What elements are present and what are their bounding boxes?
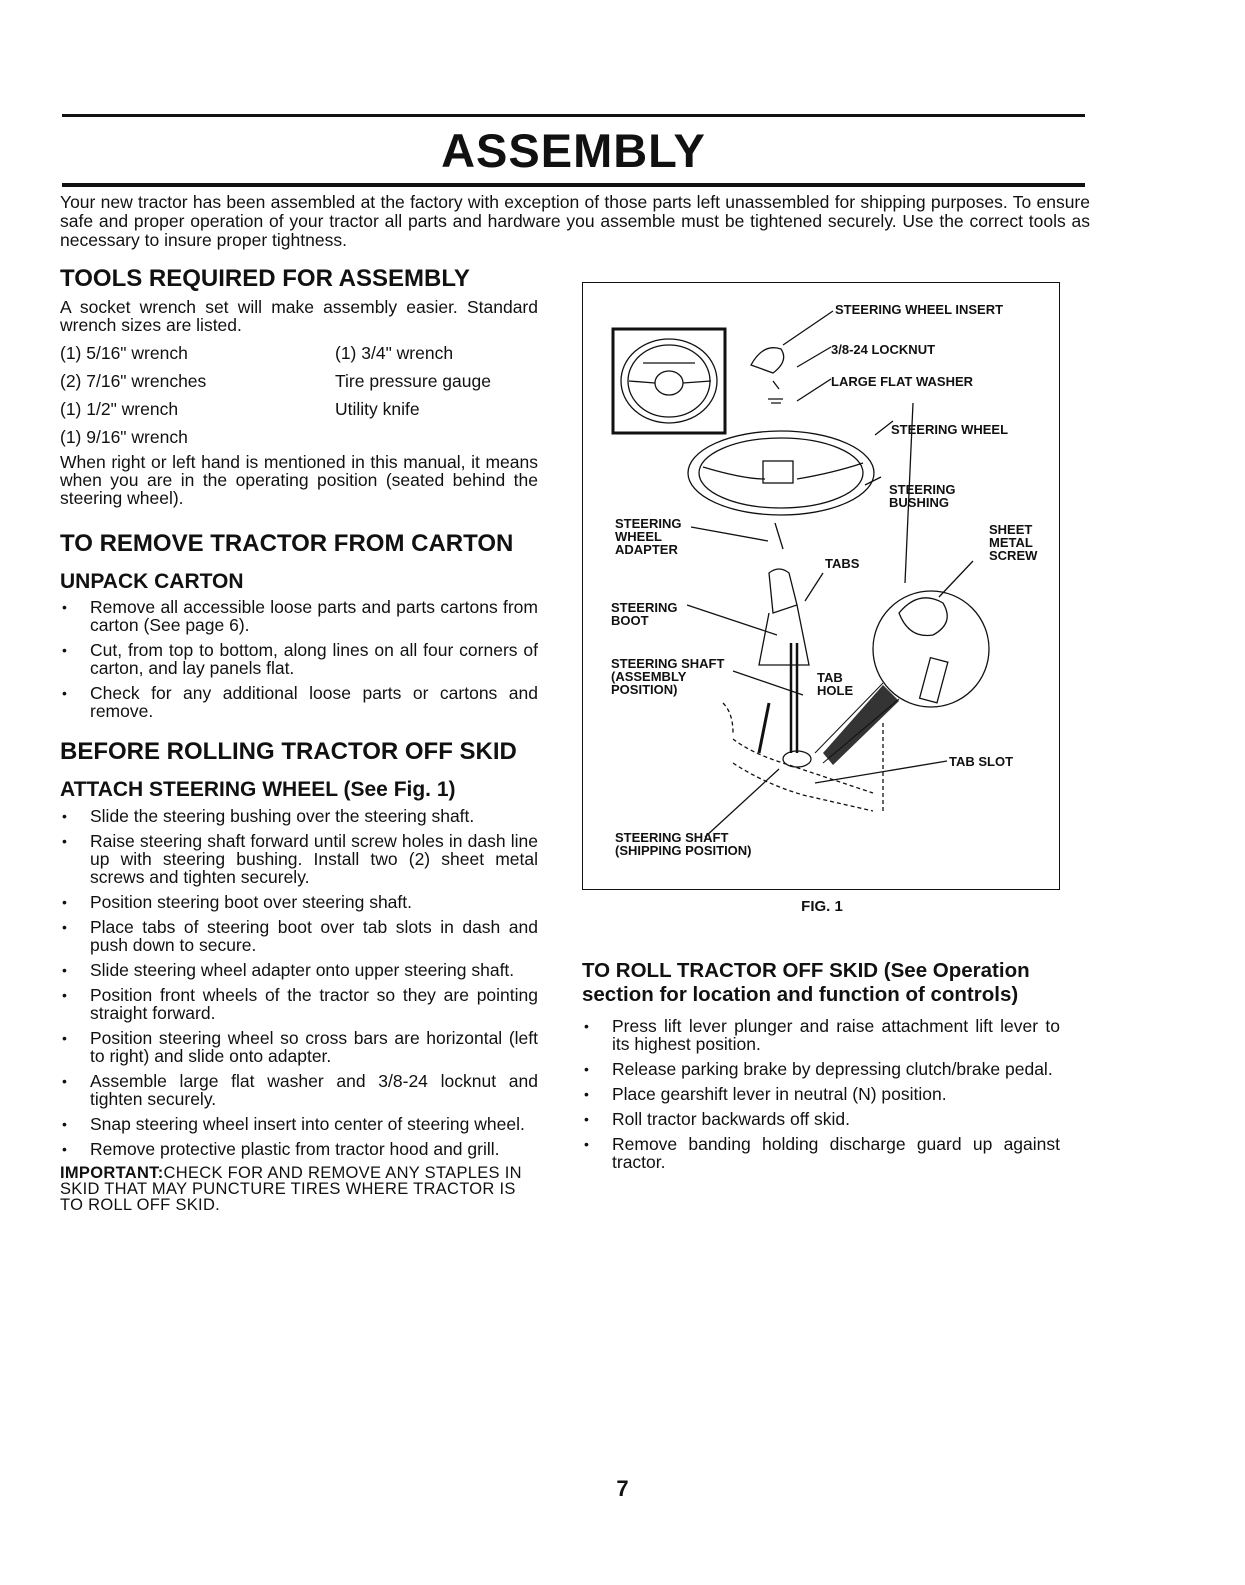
tool-item: (1) 5/16" wrench (60, 343, 188, 363)
important-text: CHECK FOR AND REMOVE ANY STAPLES IN SKID THAT MAY PUNCTURE TIRES WHERE TRACTOR IS TO ROLL OFF SKID. (60, 1164, 522, 1214)
list-item: • Position front wheels of the tractor so they are pointing straight forward. (60, 986, 538, 1022)
list-item: • Position steering boot over steering shaft. (60, 893, 538, 911)
list-item: • Slide steering wheel adapter onto upper steering shaft. (60, 961, 538, 979)
tool-item (335, 427, 535, 447)
roll-list (582, 1017, 1060, 1171)
label-steering-wheel-adapter: STEERING WHEEL ADAPTER (615, 516, 682, 557)
label-steering-wheel: STEERING WHEEL (891, 422, 1009, 437)
list-item: • Slide the steering bushing over the steering shaft. (60, 807, 538, 825)
list-item: • Release parking brake by depressing clutch/brake pedal. (582, 1060, 1060, 1078)
attach-list (60, 807, 538, 1158)
label-large-flat-washer: LARGE FLAT WASHER (831, 374, 974, 389)
list-item: • Check for any additional loose parts or cartons and remove. (60, 684, 538, 720)
figure-caption: FIG. 1 (801, 898, 843, 915)
list-item: • Press lift lever plunger and raise attachment lift lever to its highest position. (582, 1017, 1060, 1053)
list-item: • Assemble large flat washer and 3/8-24 locknut and tighten securely. (60, 1072, 538, 1108)
tools-intro: A socket wrench set will make assembly easier. Standard wrench sizes are listed. (60, 297, 538, 335)
top-rule (62, 114, 1085, 117)
list-item: • Remove all accessible loose parts and parts cartons from carton (See page 6). (60, 598, 538, 634)
remove-heading: TO REMOVE TRACTOR FROM CARTON (60, 530, 514, 557)
label-steering-wheel-insert: STEERING WHEEL INSERT (835, 302, 1004, 317)
label-steering-shaft-shipping: STEERING SHAFT (SHIPPING POSITION) (615, 830, 752, 858)
tool-item: Tire pressure gauge (335, 371, 491, 391)
list-item: • Place tabs of steering boot over tab slots in dash and push down to secure. (60, 918, 538, 954)
unpack-list (60, 598, 538, 720)
right-column (582, 282, 1082, 1178)
label-locknut: 3/8-24 LOCKNUT (831, 342, 936, 357)
label-steering-shaft-assembly: STEERING SHAFT (ASSEMBLY POSITION) (611, 656, 725, 697)
important-label: IMPORTANT: (60, 1164, 164, 1182)
figure-1 (582, 282, 1060, 890)
before-heading: BEFORE ROLLING TRACTOR OFF SKID (60, 738, 517, 765)
important-note (60, 1165, 538, 1213)
left-column (60, 264, 538, 1213)
tool-item: (2) 7/16" wrenches (60, 371, 207, 391)
title-rule (62, 183, 1085, 187)
list-item: • Snap steering wheel insert into center of steering wheel. (60, 1115, 538, 1133)
list-item: • Remove banding holding discharge guard up against tractor. (582, 1135, 1060, 1171)
attach-subheading: ATTACH STEERING WHEEL (See Fig. 1) (60, 778, 456, 801)
page-number: 7 (616, 1476, 629, 1501)
label-steering-bushing: STEERING BUSHING (889, 482, 956, 510)
tool-item: (1) 9/16" wrench (60, 427, 188, 447)
roll-heading: TO ROLL TRACTOR OFF SKID (See Operation section for location and function of controls) (582, 959, 1030, 1006)
tool-item: (1) 3/4" wrench (335, 343, 454, 363)
hand-note: When right or left hand is mentioned in this manual, it means when you are in the operating position (seated behind the steering wheel). (60, 452, 538, 508)
label-tab-slot: TAB SLOT (949, 754, 1014, 769)
unpack-subheading: UNPACK CARTON (60, 570, 244, 593)
list-item: • Raise steering shaft forward until screw holes in dash line up with steering bushing. Install two (2) sheet metal screws and tighten securely. (60, 832, 538, 886)
label-steering-boot: STEERING BOOT (611, 600, 678, 628)
label-tab-hole: TAB HOLE (817, 670, 854, 698)
page-title: ASSEMBLY (441, 124, 706, 177)
list-item: • Position steering wheel so cross bars are horizontal (left to right) and slide onto adapter. (60, 1029, 538, 1065)
list-item: • Cut, from top to bottom, along lines on all four corners of carton, and lay panels flat. (60, 641, 538, 677)
label-tabs: TABS (825, 556, 860, 571)
tools-heading: TOOLS REQUIRED FOR ASSEMBLY (60, 265, 470, 292)
intro-paragraph: Your new tractor has been assembled at the factory with exception of those parts left unassembled for shipping purposes. To ensure safe and proper operation of your tractor all parts and hardware you assemble must be tightened securely. Use the correct tools as necessary to insure proper tightness. (60, 192, 1090, 250)
list-item: • Place gearshift lever in neutral (N) position. (582, 1085, 1060, 1103)
list-item: • Roll tractor backwards off skid. (582, 1110, 1060, 1128)
label-sheet-metal-screw: SHEET METAL SCREW (989, 522, 1038, 563)
tools-list (60, 343, 538, 447)
steering-assembly-drawing (583, 283, 1059, 889)
list-item: • Remove protective plastic from tractor hood and grill. (60, 1140, 538, 1158)
tool-item: Utility knife (335, 399, 420, 419)
tool-item: (1) 1/2" wrench (60, 399, 179, 419)
